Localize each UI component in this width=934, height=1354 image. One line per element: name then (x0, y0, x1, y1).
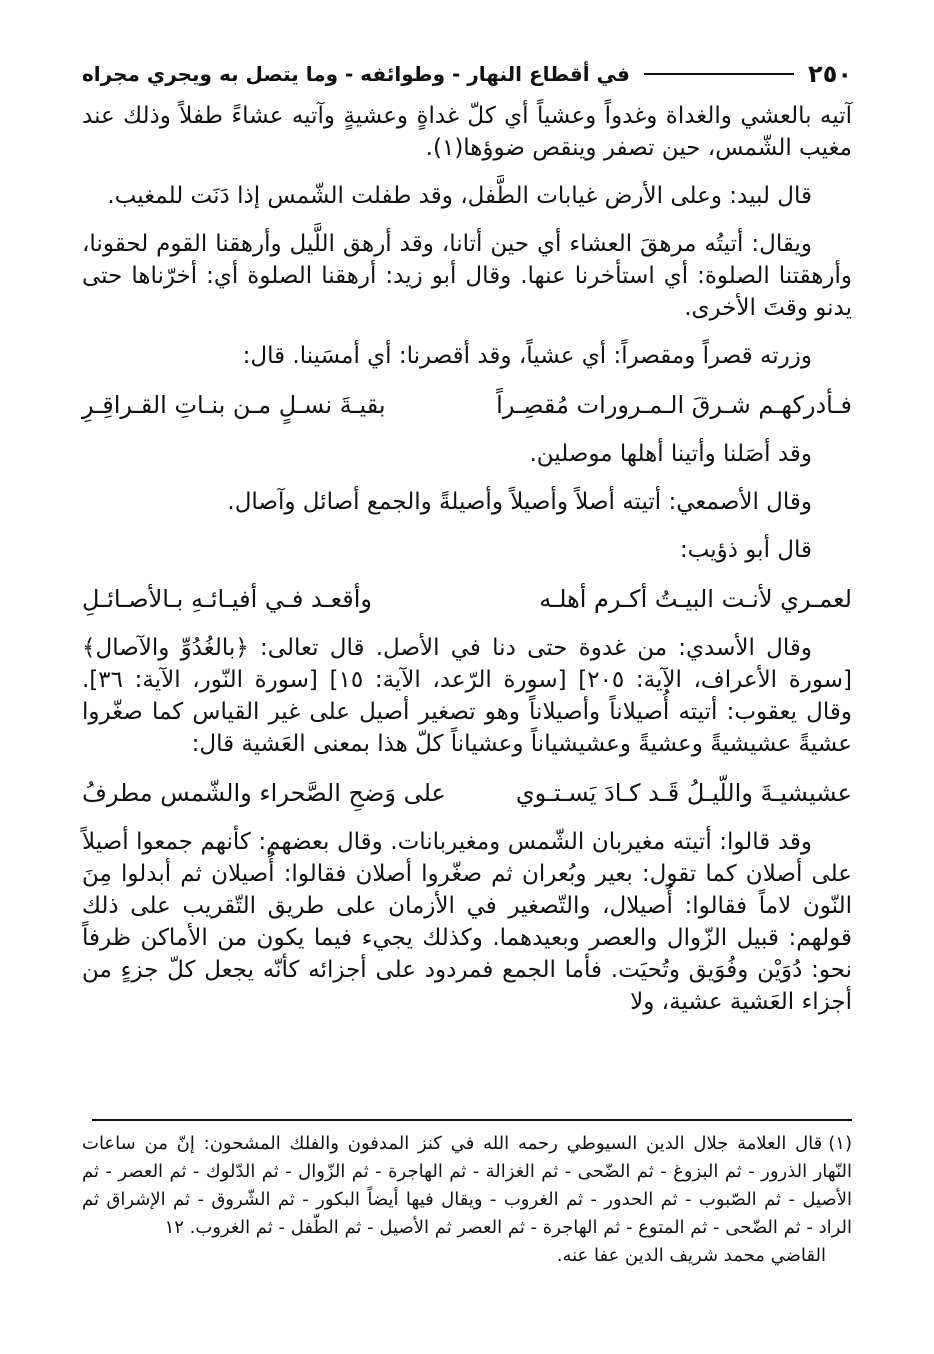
verse-second-hemistich: وأقعـد فـي أفيـائـهِ بـالأصـائـلِ (82, 585, 372, 613)
paragraph: آتيه بالعشي والغداة وغدواً وعشياً أي كلّ غداةٍ وعشيةٍ وآتيه عشاءً طفلاً وذلك عند مغيب الشّمس، حين تصفر وينقص ضوؤها(١). (82, 103, 852, 161)
paragraph: وقد أصَلنا وأتينا أهلها موصلين. (529, 441, 812, 467)
paragraph: وقال الأسدي: من غدوة حتى دنا في الأصل. قال تعالى: ﴿بالغُدُوِّ والآصال﴾ [سورة الأعراف، الآية: ٢٠٥] [سورة الرّعد، الآية: ١٥] [سورة النّور، الآية: ٣٦]. وقال يعقوب: أتيته أُصيلاناً وأصيلاناً وهو تصغير أصيل على غير القياس كما صغّروا عشيةً عشيشيةً وعشيةً وعشيشياناً وعشياناً كلّ هذا بمعنى العَشية قال: (82, 635, 852, 757)
verse-second-hemistich: بقيـةَ نسـلٍ مـن بنـاتِ القـراقِـرِ (82, 391, 386, 419)
paragraph: وزرته قصراً ومقصراً: أي عشياً، وقد أقصرنا: أي أمسَينا. قال: (242, 343, 812, 369)
paragraph: قال لبيد: وعلى الأرض غيابات الطَّفل، وقد طفلت الشّمس إذا دَنَت للمغيب. (107, 183, 812, 209)
footnote-number: (١) (828, 1133, 852, 1154)
verse-first-hemistich: فـأدركهـم شـرقَ الـمـرورات مُقصِـراً (496, 391, 852, 419)
verse-first-hemistich: لعمـري لأنـت البيـتُ أكـرم أهلـه (539, 585, 852, 613)
paragraph: ويقال: أتيتُه مرهقَ العشاء أي حين أتانا، وقد أرهق اللَّيل وأرهقنا القوم لحقونا، وأرهقتنا الصلوة: أي استأخرنا عنها. وقال أبو زيد: أرهقنا الصلوة أي: أخرّناها حتى يدنو وقتَ الأخرى. (82, 231, 852, 321)
footnote-text: قال العلامة جلال الدين السيوطي رحمه الله في كنز المدفون والفلك المشحون: إنّ من ساعات النّهار الذرور - ثم البزوغ - ثم الضّحى - ثم الغزالة - ثم الهاجرة - ثم الزّوال - ثم الدّلوك - ثم العصر - ثم الأصيل - ثم الصّبوب - ثم الحدور - ثم الغروب - ويقال فيها أيضاً البكور - ثم الشّروق - ثم الإشراق ثم الراد - ثم الضّحى - ثم المتوع - ثم الهاجرة - ثم العصر ثم الأصيل - ثم الطّفل - ثم الغروب. ١٢ (82, 1133, 852, 1238)
running-title: في أقطاع النهار - وطوائفه - وما يتصل به ويجري مجراه (82, 62, 630, 86)
footnote (82, 1130, 852, 1270)
paragraph: وقال الأصمعي: أتيته أصلاً وأصيلاً وأصيلةً والجمع أصائل وآصال. (227, 489, 812, 515)
running-header (82, 56, 852, 92)
poetry-verse (82, 582, 852, 616)
footnote-signature: القاضي محمد شريف الدين عفا عنه. (556, 1245, 826, 1266)
main-text (82, 100, 852, 1034)
paragraph: وقد قالوا: أتيته مغيربان الشّمس ومغيربانات. وقال بعضهم: كأنهم جمعوا أصيلاً على أصلان كما تقول: بعير وبُعران ثم صغّروا أصلان فقالوا: أُصيلان ثم أبدلوا مِنَ النّون لاماً فقالوا: أُصيلال، والتّصغير في الأزمان على طريق التّقريب على ذلك قولهم: قبيل الزّوال والعصر وبعيدهما. وكذلك يجيء فيما يكون من الأماكن ظرفاً نحو: دُوَيْن وفُوَيق وتُحيَت. فأما الجمع فمردود على أجزائه كأنّه يجعل كلّ جزءٍ من أجزاء العَشية عشية، ولا (82, 829, 852, 1015)
poetry-verse (82, 388, 852, 422)
header-rule (644, 73, 794, 75)
poetry-verse (82, 776, 852, 810)
footnote-separator (92, 1119, 852, 1121)
page-number: ٢٥٠ (808, 60, 852, 88)
paragraph: قال أبو ذؤيب: (679, 537, 812, 563)
verse-second-hemistich: على وَضحِ الصَّحراء والشّمس مطرفُ (82, 779, 446, 807)
verse-first-hemistich: عشيشيـةَ واللّيـلُ قَـد كـادَ يَسـتـوي (515, 779, 852, 807)
